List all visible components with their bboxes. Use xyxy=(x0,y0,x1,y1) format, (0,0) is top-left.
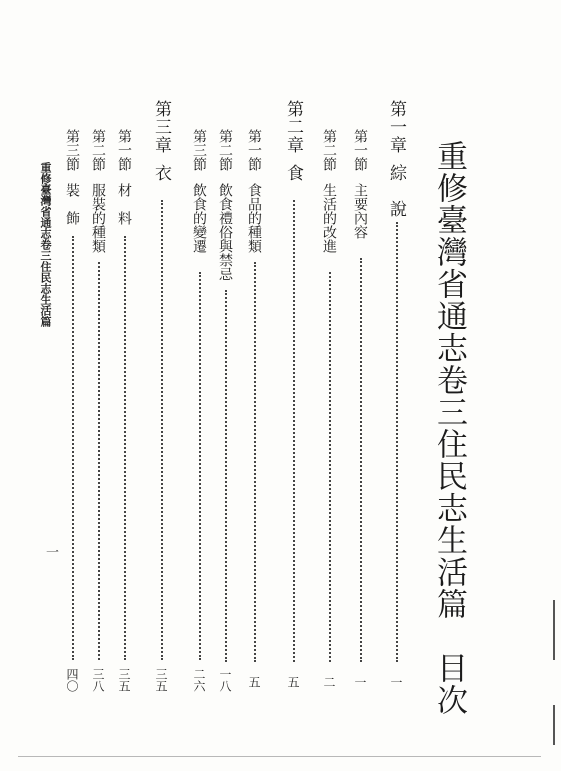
section-title: 裝 飾 xyxy=(64,183,80,225)
running-header: 重修臺灣省通志卷三住民志生活篇 xyxy=(39,162,52,327)
section-title: 材 料 xyxy=(116,183,132,225)
toc-entry-section-3-3 xyxy=(65,129,79,225)
toc-entry-section-2-2 xyxy=(218,129,232,281)
dot-leader xyxy=(124,236,126,660)
page-number: 二六 xyxy=(192,668,206,692)
page-number: 二 xyxy=(322,676,336,688)
toc-entry-chapter-3 xyxy=(152,100,169,182)
dot-leader xyxy=(396,222,398,662)
section-number: 第二節 xyxy=(321,129,337,171)
toc-entry-section-2-1 xyxy=(247,129,261,253)
page-number: 五 xyxy=(247,676,261,688)
chapter-title: 食 xyxy=(283,164,303,182)
dot-leader xyxy=(329,272,331,662)
toc-entry-section-2-3 xyxy=(192,129,206,253)
toc-entry-section-1-2 xyxy=(322,129,336,253)
section-title: 服裝的種類 xyxy=(90,183,106,253)
page-edge-mark xyxy=(553,705,555,745)
dot-leader xyxy=(72,236,74,660)
page-number: 一 xyxy=(353,676,367,688)
page-number: 三五 xyxy=(154,668,168,692)
page-number: 一 xyxy=(389,676,403,688)
toc-entry-chapter-1 xyxy=(387,100,404,218)
section-number: 第二節 xyxy=(217,129,233,171)
dot-leader xyxy=(293,200,295,662)
dot-leader xyxy=(161,200,163,660)
section-number: 第一節 xyxy=(116,129,132,171)
dot-leader xyxy=(360,258,362,662)
toc-entry-section-3-1 xyxy=(117,129,131,225)
section-title: 飲食禮俗與禁忌 xyxy=(217,183,233,281)
page-number: 一八 xyxy=(218,668,232,692)
bottom-scan-line xyxy=(18,756,541,757)
toc-entry-chapter-2 xyxy=(284,100,301,182)
section-number: 第一節 xyxy=(352,129,368,171)
toc-entry-section-3-2 xyxy=(91,129,105,253)
page-number: 四〇 xyxy=(65,668,79,692)
chapter-number: 第一章 xyxy=(386,100,406,154)
section-number: 第一節 xyxy=(246,129,262,171)
section-number: 第三節 xyxy=(191,129,207,171)
chapter-number: 第三章 xyxy=(151,100,171,154)
chapter-number: 第二章 xyxy=(283,100,303,154)
section-number: 第二節 xyxy=(90,129,106,171)
dot-leader xyxy=(98,262,100,660)
page-number: 五 xyxy=(286,676,300,688)
section-title: 生活的改進 xyxy=(321,183,337,253)
chapter-title: 衣 xyxy=(151,164,171,182)
page-number: 三五 xyxy=(117,668,131,692)
page-edge-mark xyxy=(553,600,555,660)
dot-leader xyxy=(254,262,256,662)
section-title: 主要內容 xyxy=(352,183,368,239)
toc-entry-section-1-1 xyxy=(353,129,367,239)
page-folio: 一 xyxy=(43,545,58,558)
dot-leader xyxy=(225,290,227,662)
section-number: 第三節 xyxy=(64,129,80,171)
section-title: 食品的種類 xyxy=(246,183,262,253)
dot-leader xyxy=(199,272,201,660)
chapter-title: 綜 說 xyxy=(386,164,406,218)
section-title: 飲食的變遷 xyxy=(191,183,207,253)
page-number: 三八 xyxy=(91,668,105,692)
page-title: 重修臺灣省通志卷三住民志生活篇 目次 xyxy=(431,140,467,716)
